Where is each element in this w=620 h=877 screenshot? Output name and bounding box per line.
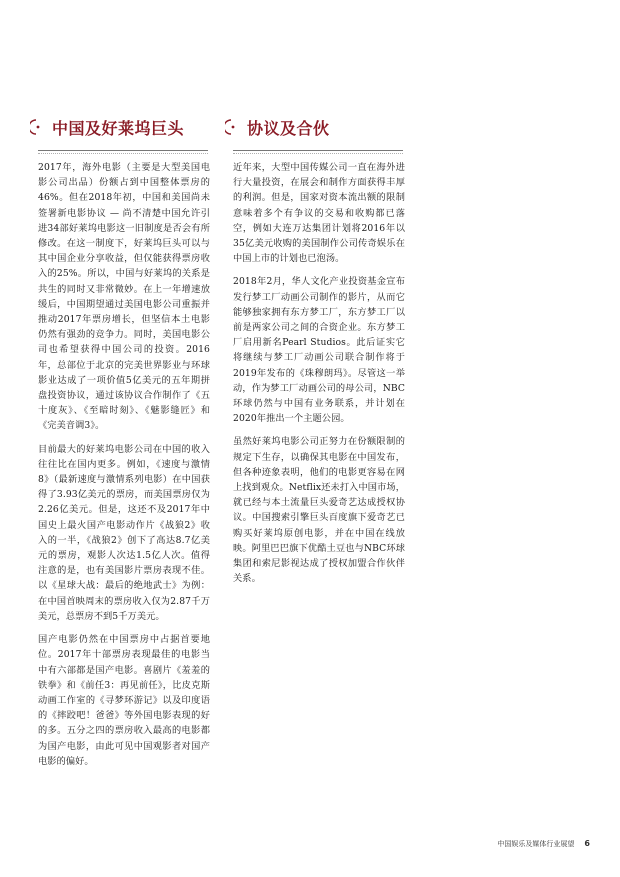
paragraph: 国产电影仍然在中国票房中占据首要地位。2017年十部票房表现最佳的电影当中有六部都是国产电影。喜剧片《羞羞的铁拳》和《前任3：再见前任》，比皮克斯动画工作室的《寻梦环游记》以及印度语的《摔跤吧！爸爸》等外国电影表现的好的多。五分之四的票房收入最高的电影都为国产电影，由此可见中国观影者对国产电影的偏好。 xyxy=(38,634,210,767)
page-footer xyxy=(497,839,590,849)
section-header xyxy=(38,116,210,142)
right-column xyxy=(233,116,405,585)
article-body xyxy=(233,160,405,594)
divider xyxy=(233,150,403,151)
paragraph: 2018年2月，华人文化产业投资基金宣布发行梦工厂动画公司制作的影片，从而它能够独家拥有东方梦工厂，东方梦工厂以前是两家公司之间的合资企业。东方梦工厂启用新名Pearl Studios。此后证实它将继续与梦工厂动画公司联合制作将于2019年发布的《珠穆朗玛》。尽管这一举动，作为梦工厂动画公司的母公司，NBC环球仍然与中国有业务联系，并计划在2020年推出一个主题公园。 xyxy=(233,276,405,425)
bracket-bullet-icon xyxy=(225,119,239,135)
article-body xyxy=(38,160,210,777)
page-number: 6 xyxy=(584,839,590,848)
dotted-divider xyxy=(233,153,403,154)
paragraph: 近年来，大型中国传媒公司一直在海外进行大量投资，在展会和制作方面获得丰厚的利润。但是，国家对资本流出额的限制意味着多个有争议的交易和收购都已落空，例如大连万达集团计划将2016年以35亿美元收购的美国制作公司传奇娱乐在中国上市的计划也已泡汤。 xyxy=(233,162,405,265)
paragraph: 2017年，海外电影（主要是大型美国电影公司出品）份额占到中国整体票房的46%。但在2018年初，中国和美国尚未签署新电影协议 — 尚不清楚中国允许引进34部好莱坞电影这一旧制度是否会有所修改。在这一制度下，好莱坞巨头可以与其中国企业分享收益，但仅能获得票房收入的25%。所以，中国与好莱坞的关系是共生的同时又非常微妙。在上一年增速放缓后，中国期望通过美国电影公司重振并推动2017年票房增长，但坚信本土电影仍然有强劲的竞争力。同时，美国电影公司也希望获得中国公司的投资。2016年，总部位于北京的完美世界影业与环球影业达成了一项价值5亿美元的五年期拼盘投资协议，通过该协议合作制作了《五十度灰》、《至暗时刻》、《魅影缝匠》和《完美音调3》。 xyxy=(38,162,210,432)
section-header xyxy=(233,116,405,142)
left-column xyxy=(38,116,210,767)
publication-title: 中国娱乐及媒体行业展望 xyxy=(497,840,575,848)
paragraph: 虽然好莱坞电影公司正努力在份额限制的规定下生存，以确保其电影在中国发布，但各种迹象表明，他们的电影更容易在网上找到观众。Netflix还未打入中国市场，就已经与本土流量巨头爱奇艺达成授权协议。中国搜索引擎巨头百度旗下爱奇艺已购买好莱坞原创电影，并在中国在线放映。阿里巴巴旗下优酷土豆也与NBC环球集团和索尼影视达成了授权加盟合作伙伴关系。 xyxy=(233,436,405,585)
paragraph: 目前最大的好莱坞电影公司在中国的收入往往比在国内更多。例如，《速度与激情8》（最新速度与激情系列电影）在中国获得了3.93亿美元的票房，而美国票房仅为2.26亿美元。但是，这还不及2017年中国史上最火国产电影动作片《战狼2》收入的一半，《战狼2》创下了高达8.7亿美元的票房，观影人次达1.5亿人次。值得注意的是，也有美国影片票房表现不佳。以《星球大战：最后的绝地武士》为例：在中国首映周末的票房收入仅为2.87千万美元，总票房不到5千万美元。 xyxy=(38,443,210,622)
divider xyxy=(38,150,208,151)
dotted-divider xyxy=(38,153,208,154)
section-title: 中国及好莱坞巨头 xyxy=(52,119,185,138)
bracket-bullet-icon xyxy=(30,119,44,135)
section-title: 协议及合伙 xyxy=(247,119,330,138)
